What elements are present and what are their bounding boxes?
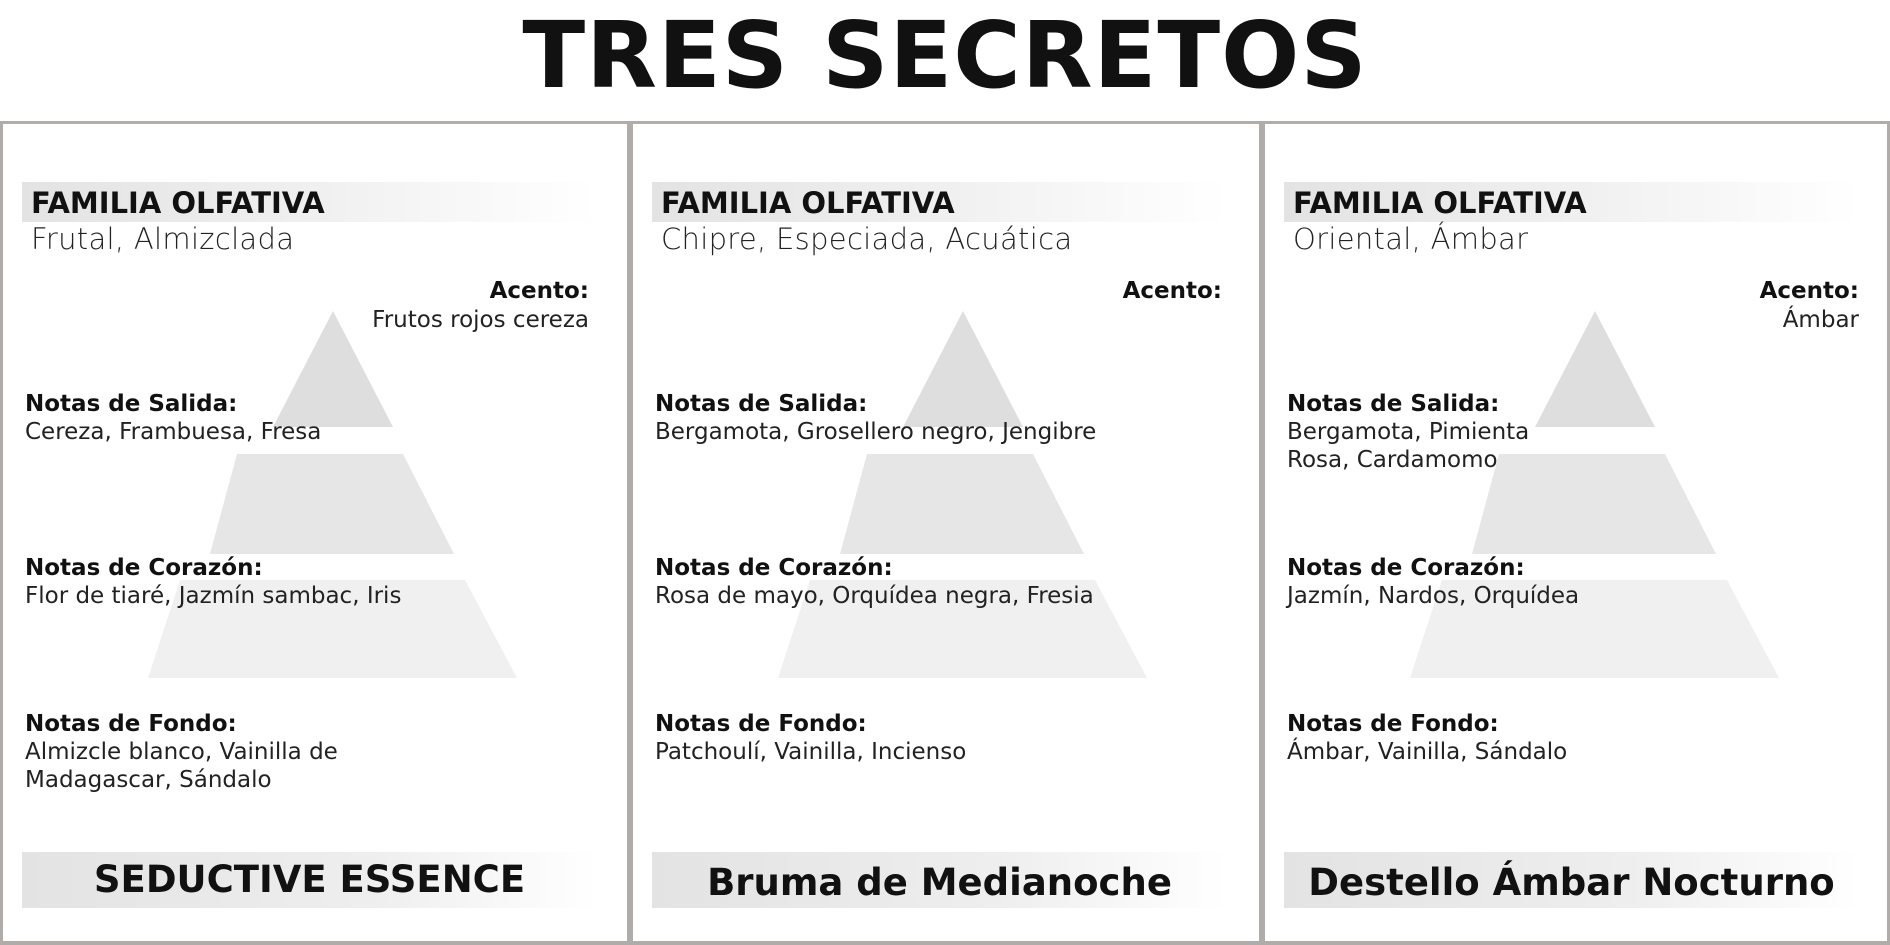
base-notes [655,710,1175,766]
accent-label: Acento: [1122,278,1222,304]
accent-block [1760,277,1859,335]
family-value: Frutal, Almizclada [31,222,295,256]
fragrance-name: SEDUCTIVE ESSENCE [93,858,526,901]
accent-value: Frutos rojos cereza [372,307,589,333]
base-notes-value: Ámbar, Vainilla, Sándalo [1287,739,1568,765]
family-title: FAMILIA OLFATIVA [1293,186,1587,220]
fragrance-name: Destello Ámbar Nocturno [1308,861,1835,904]
top-notes-label: Notas de Salida: [655,391,868,417]
family-value: Oriental, Ámbar [1293,222,1529,256]
family-title: FAMILIA OLFATIVA [31,186,325,220]
accent-label: Acento: [489,278,589,304]
base-notes-label: Notas de Fondo: [1287,711,1499,737]
heart-notes [25,554,545,610]
base-notes-value: Almizcle blanco, Vainilla de Madagascar, Sándalo [25,739,338,793]
fragrance-name: Bruma de Medianoche [707,861,1172,904]
heart-notes [655,554,1175,610]
pyramid-middle-tier [210,454,454,554]
base-notes-label: Notas de Fondo: [25,711,237,737]
top-notes [1287,390,1587,474]
accent-value: Ámbar [1782,307,1859,333]
page-title: TRES SECRETOS [522,2,1368,109]
top-notes [655,390,1175,446]
family-value: Chipre, Especiada, Acuática [661,222,1073,256]
top-notes-value: Bergamota, Grosellero negro, Jengibre [655,419,1097,445]
heart-notes-label: Notas de Corazón: [655,555,893,581]
base-notes-label: Notas de Fondo: [655,711,867,737]
fragrance-card [1265,124,1887,941]
top-notes-label: Notas de Salida: [1287,391,1500,417]
base-notes-value: Patchoulí, Vainilla, Incienso [655,739,967,765]
heart-notes-label: Notas de Corazón: [25,555,263,581]
accent-block [372,277,589,335]
accent-label: Acento: [1759,278,1859,304]
top-notes-value: Bergamota, Pimienta Rosa, Cardamomo [1287,419,1530,473]
heart-notes-value: Flor de tiaré, Jazmín sambac, Iris [25,583,402,609]
top-notes-value: Cereza, Frambuesa, Fresa [25,419,322,445]
fragrance-card [633,124,1260,941]
base-notes [1287,710,1807,766]
fragrance-card [3,124,627,941]
pyramid-middle-tier [840,454,1084,554]
heart-notes-value: Jazmín, Nardos, Orquídea [1287,583,1580,609]
heart-notes [1287,554,1807,610]
top-notes-label: Notas de Salida: [25,391,238,417]
accent-block [1123,277,1222,306]
top-notes [25,390,405,446]
base-notes [25,710,345,794]
heart-notes-label: Notas de Corazón: [1287,555,1525,581]
family-title: FAMILIA OLFATIVA [661,186,955,220]
heart-notes-value: Rosa de mayo, Orquídea negra, Fresia [655,583,1094,609]
